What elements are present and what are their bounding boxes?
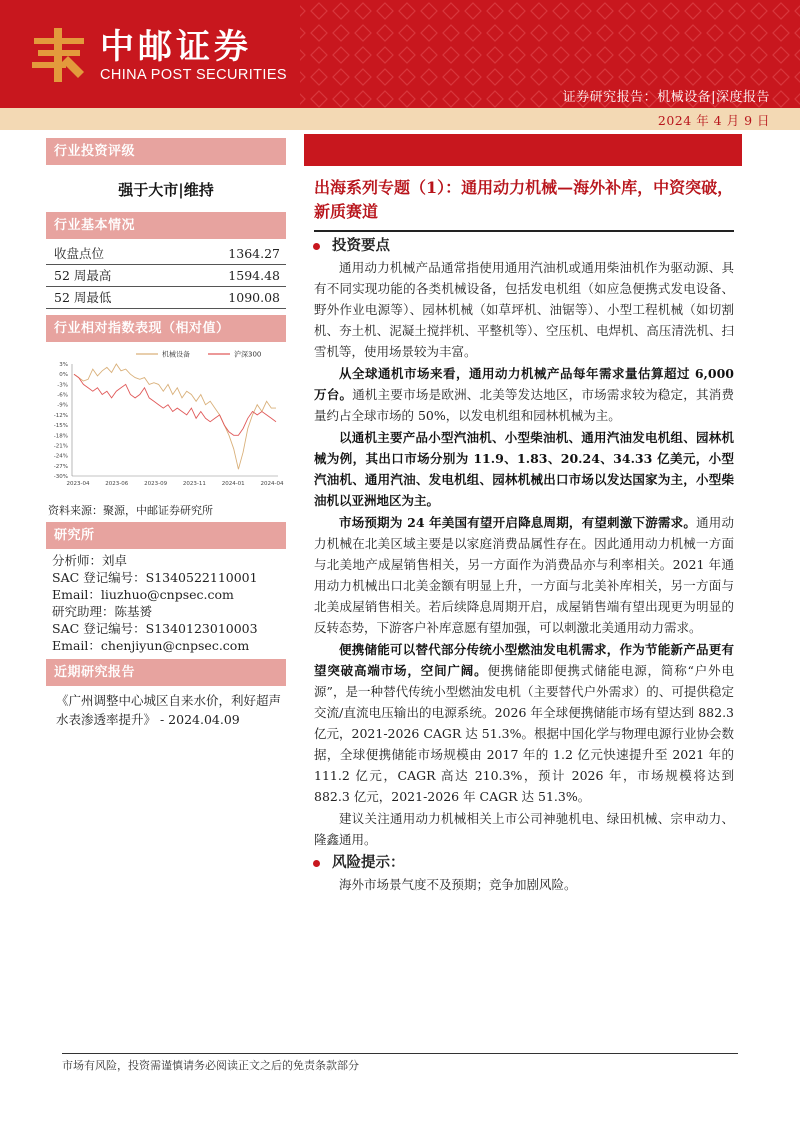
paragraph <box>314 639 734 807</box>
row-label: 52 周最低 <box>54 290 112 305</box>
paragraph: 通用动力机械产品通常指使用通用汽油机或通用柴油机作为驱动源、具有不同实现功能的各类机械设备，包括发电机组（如应急便携式发电设备、野外作业电源等）、园林机械（如草坪机、油锯等）、小型工程机械（如切割机、夯土机、泥凝土搅拌机、平整机等）、空压机、电焊机、高压清洗机、扫雪机等，使用场景较为丰富。 <box>314 260 734 359</box>
footer-divider <box>62 1053 738 1054</box>
report-title: 出海系列专题（1）：通用动力机械—海外补库，中资突破，新质赛道 <box>314 178 734 221</box>
table-row <box>46 243 286 265</box>
line-chart-svg <box>46 346 286 498</box>
y-tick-label: 3% <box>59 362 68 368</box>
brand-logo <box>28 24 287 86</box>
relative-performance-chart <box>46 346 286 498</box>
title-banner <box>304 134 742 166</box>
analyst-info <box>46 549 286 659</box>
y-tick-label: -18% <box>53 433 68 440</box>
recent-reports-heading: 近期研究报告 <box>46 659 286 686</box>
x-tick-label: 2023-04 <box>66 481 90 487</box>
legend-label: 机械设备 <box>162 350 190 359</box>
date-bar <box>0 108 800 130</box>
x-tick-label: 2023-09 <box>144 481 168 487</box>
paragraph-body: 通用动力机械在北美区域主要是以家庭消费品属性存在。因此通用动力机械一方面与北美地产成屋销售相关，另一方面作为消费品亦与利率相关。2021 年通用动力机械出口北美金额有明显上升，一方面与北美补库相关，另一方面与北美成屋销售相关。若后续降息周期开启，成屋销售端有望出现更为明显的反转态势，下游客户补库意愿有望加强，可以刺激北美通用动力需求。 <box>314 515 734 635</box>
y-tick-label: -24% <box>53 453 68 460</box>
basic-info-heading: 行业基本情况 <box>46 212 286 239</box>
y-tick-label: -21% <box>53 443 68 450</box>
analyst-sac: SAC 登记编号：S1340522110001 <box>52 570 258 585</box>
x-tick-label: 2023-06 <box>105 481 129 487</box>
brand-name-en: CHINA POST SECURITIES <box>100 67 288 83</box>
china-post-logo-icon <box>28 24 90 86</box>
y-tick-label: -27% <box>53 463 68 470</box>
title-divider <box>314 230 734 232</box>
row-label: 52 周最高 <box>54 268 112 283</box>
table-row <box>46 265 286 287</box>
section-title: 风险提示： <box>332 854 405 871</box>
performance-heading: 行业相对指数表现（相对值） <box>46 315 286 342</box>
brand-name-cn: 中邮证券 <box>100 27 252 67</box>
report-header <box>0 0 800 108</box>
y-tick-label: -6% <box>57 392 68 399</box>
chart-source: 资料来源：聚源，中邮证券研究所 <box>48 504 213 517</box>
legend-label: 沪深300 <box>234 350 262 359</box>
paragraph-lead: 便携储能可以替代部分传统小型燃油发电机需求，作为节能新产品更有望突破高端市场，空间广阔。 <box>314 642 734 678</box>
paragraph-lead: 市场预期为 24 年美国有望开启降息周期，有望刺激下游需求。 <box>339 515 697 530</box>
x-tick-label: 2023-11 <box>182 481 206 487</box>
y-tick-label: -3% <box>57 382 68 389</box>
rating-value: 强于大市|维持 <box>118 181 214 199</box>
risk-paragraph: 海外市场景气度不及预期；竞争加剧风险。 <box>339 877 577 892</box>
row-label: 收盘点位 <box>54 246 105 261</box>
section-heading <box>314 853 734 873</box>
footer-disclaimer: 市场有风险，投资需谨慎请务必阅读正文之后的免责条款部分 <box>62 1059 359 1072</box>
assistant-name: 研究助理：陈基赟 <box>52 604 153 619</box>
bullet-icon <box>313 243 320 250</box>
paragraph <box>314 427 734 511</box>
x-tick-label: 2024-04 <box>260 481 284 487</box>
y-tick-label: -15% <box>53 423 68 430</box>
paragraph-lead: 以通机主要产品小型汽油机、小型柴油机、通用汽油发电机组、园林机械为例，其出口市场分别为 11.9、1.83、20.24、34.33 亿美元，小型汽油机、通用汽油、发电机组、园林机械出口市场以发达国家为主，小型柴油机以亚洲地区为主。 <box>314 430 734 508</box>
analyst-name: 分析师：刘卓 <box>52 553 128 568</box>
basic-info-table <box>46 243 286 309</box>
row-value: 1364.27 <box>228 246 280 261</box>
report-type: 证券研究报告：机械设备|深度报告 <box>562 90 770 105</box>
row-value: 1090.08 <box>228 290 280 305</box>
y-tick-label: -30% <box>53 474 68 480</box>
rating-heading: 行业投资评级 <box>46 138 286 165</box>
paragraph <box>314 363 734 426</box>
row-value: 1594.48 <box>228 268 280 283</box>
section-title: 投资要点 <box>332 237 390 254</box>
x-tick-label: 2024-01 <box>221 481 245 487</box>
main-content <box>314 176 734 895</box>
analyst-email: Email：liuzhuo@cnpsec.com <box>52 587 234 602</box>
assistant-email: Email：chenjiyun@cnpsec.com <box>52 638 250 653</box>
y-tick-label: 0% <box>59 372 68 379</box>
paragraph-lead: 从全球通机市场来看，通用动力机械产品每年需求量估算超过 6,000 万台。 <box>314 366 734 402</box>
report-date: 2024 年 4 月 9 日 <box>657 113 770 128</box>
series-line-1 <box>74 364 276 469</box>
assistant-sac: SAC 登记编号：S1340123010003 <box>52 621 258 636</box>
paragraph-body: 便携储能即便携式储能电源，简称“户外电源”，是一种替代传统小型燃油发电机（主要替代户外需求）的、可提供稳定交流/直流电压输出的电源系统。2026 年全球便携储能市场有望达到 882.3 亿元，2021-2026 CAGR 达 51.3%。根据中国化学与物理电源行业协会数据，全球便携储能市场规模由 2017 年的 1.2 亿元快速提升至 2021 年的 111.2 亿元，CAGR 高达 210.3%，预计 2026 年，市场规模将达到 882.3 亿元，2021-2026 年 CAGR 达 51.3%。 <box>314 663 734 804</box>
series-line-2 <box>74 374 276 435</box>
paragraph: 建议关注通用动力机械相关上市公司神驰机电、绿田机械、宗申动力、隆鑫通用。 <box>314 811 734 847</box>
research-heading: 研究所 <box>46 522 286 549</box>
paragraph-body: 通机主要市场是欧洲、北美等发达地区，市场需求较为稳定，其消费量约占全球市场的 50%，以发电机组和园林机械为主。 <box>314 387 734 423</box>
y-tick-label: -9% <box>57 402 68 409</box>
sidebar <box>46 138 286 729</box>
paragraph <box>314 512 734 638</box>
section-heading <box>314 236 734 256</box>
bullet-icon <box>313 860 320 867</box>
recent-report-link[interactable]: 《广州调整中心城区自来水价，利好超声水表渗透率提升》 - 2024.04.09 <box>56 693 282 727</box>
table-row <box>46 287 286 309</box>
y-tick-label: -12% <box>53 412 68 419</box>
